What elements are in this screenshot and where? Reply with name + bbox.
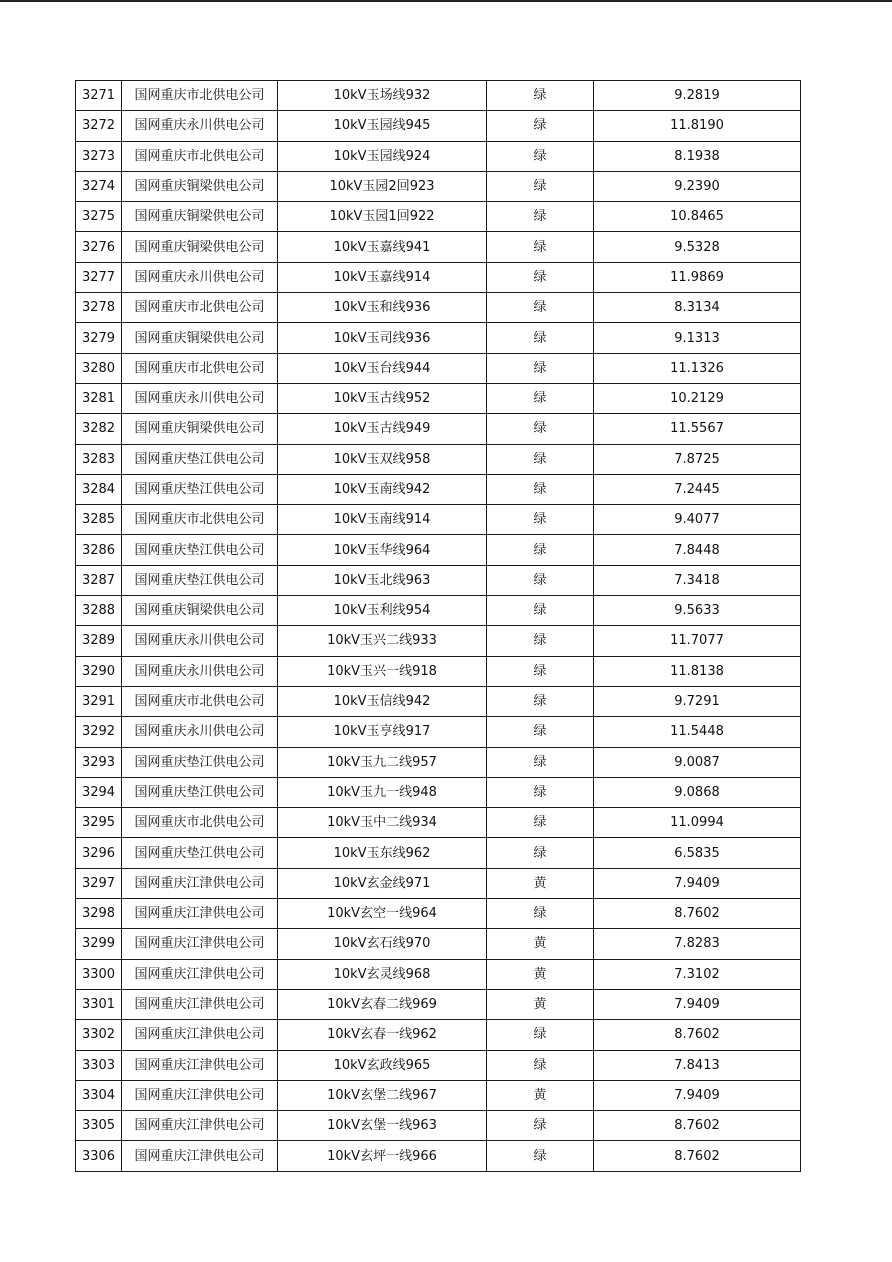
company-cell: 国网重庆垫江供电公司: [122, 747, 278, 777]
row-number-cell: 3305: [76, 1111, 122, 1141]
status-cell: 绿: [487, 293, 594, 323]
row-number-cell: 3271: [76, 81, 122, 111]
row-number-cell: 3289: [76, 626, 122, 656]
row-number-cell: 3306: [76, 1141, 122, 1171]
value-cell: 9.5633: [594, 596, 801, 626]
value-cell: 7.3102: [594, 959, 801, 989]
company-cell: 国网重庆垫江供电公司: [122, 535, 278, 565]
status-cell: 绿: [487, 656, 594, 686]
value-cell: 8.7602: [594, 899, 801, 929]
table-row: [76, 747, 801, 777]
page-top-rule: [0, 0, 892, 2]
status-cell: 绿: [487, 565, 594, 595]
company-cell: 国网重庆铜梁供电公司: [122, 414, 278, 444]
company-cell: 国网重庆永川供电公司: [122, 262, 278, 292]
table-row: [76, 1080, 801, 1110]
line-name-cell: 10kV玉亨线917: [278, 717, 487, 747]
line-name-cell: 10kV玉古线952: [278, 383, 487, 413]
company-cell: 国网重庆江津供电公司: [122, 929, 278, 959]
line-name-cell: 10kV玉古线949: [278, 414, 487, 444]
line-name-cell: 10kV玉园线945: [278, 111, 487, 141]
company-cell: 国网重庆江津供电公司: [122, 1020, 278, 1050]
line-name-cell: 10kV玄灵线968: [278, 959, 487, 989]
row-number-cell: 3295: [76, 808, 122, 838]
row-number-cell: 3272: [76, 111, 122, 141]
table-row: [76, 171, 801, 201]
status-cell: 绿: [487, 171, 594, 201]
company-cell: 国网重庆永川供电公司: [122, 383, 278, 413]
table-row: [76, 474, 801, 504]
line-name-cell: 10kV玄春一线962: [278, 1020, 487, 1050]
data-table: [75, 80, 801, 1172]
value-cell: 9.7291: [594, 686, 801, 716]
row-number-cell: 3281: [76, 383, 122, 413]
table-row: [76, 838, 801, 868]
row-number-cell: 3303: [76, 1050, 122, 1080]
row-number-cell: 3290: [76, 656, 122, 686]
line-name-cell: 10kV玉九一线948: [278, 777, 487, 807]
table-row: [76, 444, 801, 474]
status-cell: 黄: [487, 929, 594, 959]
row-number-cell: 3301: [76, 989, 122, 1019]
value-cell: 9.2390: [594, 171, 801, 201]
company-cell: 国网重庆市北供电公司: [122, 808, 278, 838]
line-name-cell: 10kV玉双线958: [278, 444, 487, 474]
table-row: [76, 262, 801, 292]
value-cell: 11.7077: [594, 626, 801, 656]
table-row: [76, 232, 801, 262]
company-cell: 国网重庆市北供电公司: [122, 81, 278, 111]
line-name-cell: 10kV玉信线942: [278, 686, 487, 716]
line-name-cell: 10kV玄石线970: [278, 929, 487, 959]
status-cell: 绿: [487, 686, 594, 716]
value-cell: 7.8448: [594, 535, 801, 565]
table-row: [76, 111, 801, 141]
company-cell: 国网重庆垫江供电公司: [122, 474, 278, 504]
company-cell: 国网重庆永川供电公司: [122, 626, 278, 656]
value-cell: 7.8725: [594, 444, 801, 474]
row-number-cell: 3287: [76, 565, 122, 595]
table-row: [76, 505, 801, 535]
line-name-cell: 10kV玄坪一线966: [278, 1141, 487, 1171]
value-cell: 10.8465: [594, 202, 801, 232]
row-number-cell: 3285: [76, 505, 122, 535]
company-cell: 国网重庆永川供电公司: [122, 111, 278, 141]
table-row: [76, 1111, 801, 1141]
table-row: [76, 141, 801, 171]
value-cell: 8.7602: [594, 1141, 801, 1171]
row-number-cell: 3274: [76, 171, 122, 201]
company-cell: 国网重庆江津供电公司: [122, 1080, 278, 1110]
line-name-cell: 10kV玉北线963: [278, 565, 487, 595]
company-cell: 国网重庆江津供电公司: [122, 899, 278, 929]
row-number-cell: 3292: [76, 717, 122, 747]
table-row: [76, 565, 801, 595]
row-number-cell: 3276: [76, 232, 122, 262]
value-cell: 7.9409: [594, 1080, 801, 1110]
table-row: [76, 202, 801, 232]
row-number-cell: 3302: [76, 1020, 122, 1050]
status-cell: 黄: [487, 868, 594, 898]
row-number-cell: 3304: [76, 1080, 122, 1110]
row-number-cell: 3286: [76, 535, 122, 565]
line-name-cell: 10kV玄堡一线963: [278, 1111, 487, 1141]
status-cell: 绿: [487, 1141, 594, 1171]
line-name-cell: 10kV玄堡二线967: [278, 1080, 487, 1110]
status-cell: 绿: [487, 1050, 594, 1080]
table-row: [76, 1050, 801, 1080]
value-cell: 7.2445: [594, 474, 801, 504]
value-cell: 11.8190: [594, 111, 801, 141]
row-number-cell: 3291: [76, 686, 122, 716]
company-cell: 国网重庆市北供电公司: [122, 505, 278, 535]
status-cell: 绿: [487, 838, 594, 868]
line-name-cell: 10kV玉和线936: [278, 293, 487, 323]
status-cell: 绿: [487, 1020, 594, 1050]
company-cell: 国网重庆江津供电公司: [122, 868, 278, 898]
table-row: [76, 777, 801, 807]
table-row: [76, 1141, 801, 1171]
row-number-cell: 3280: [76, 353, 122, 383]
table-row: [76, 383, 801, 413]
status-cell: 绿: [487, 81, 594, 111]
row-number-cell: 3297: [76, 868, 122, 898]
line-name-cell: 10kV玉兴二线933: [278, 626, 487, 656]
line-name-cell: 10kV玉东线962: [278, 838, 487, 868]
line-name-cell: 10kV玉台线944: [278, 353, 487, 383]
line-name-cell: 10kV玉司线936: [278, 323, 487, 353]
company-cell: 国网重庆江津供电公司: [122, 989, 278, 1019]
row-number-cell: 3288: [76, 596, 122, 626]
table-row: [76, 323, 801, 353]
table-row: [76, 353, 801, 383]
value-cell: 10.2129: [594, 383, 801, 413]
value-cell: 9.2819: [594, 81, 801, 111]
row-number-cell: 3284: [76, 474, 122, 504]
line-name-cell: 10kV玉兴一线918: [278, 656, 487, 686]
line-name-cell: 10kV玄春二线969: [278, 989, 487, 1019]
company-cell: 国网重庆市北供电公司: [122, 353, 278, 383]
status-cell: 绿: [487, 717, 594, 747]
value-cell: 11.5567: [594, 414, 801, 444]
row-number-cell: 3293: [76, 747, 122, 777]
table-row: [76, 959, 801, 989]
line-name-cell: 10kV玄金线971: [278, 868, 487, 898]
company-cell: 国网重庆铜梁供电公司: [122, 232, 278, 262]
company-cell: 国网重庆铜梁供电公司: [122, 171, 278, 201]
status-cell: 绿: [487, 383, 594, 413]
status-cell: 绿: [487, 232, 594, 262]
value-cell: 8.1938: [594, 141, 801, 171]
table-row: [76, 686, 801, 716]
status-cell: 绿: [487, 626, 594, 656]
company-cell: 国网重庆垫江供电公司: [122, 777, 278, 807]
value-cell: 7.9409: [594, 868, 801, 898]
table-row: [76, 81, 801, 111]
company-cell: 国网重庆市北供电公司: [122, 141, 278, 171]
company-cell: 国网重庆市北供电公司: [122, 293, 278, 323]
line-name-cell: 10kV玄政线965: [278, 1050, 487, 1080]
company-cell: 国网重庆垫江供电公司: [122, 565, 278, 595]
status-cell: 绿: [487, 596, 594, 626]
status-cell: 绿: [487, 474, 594, 504]
value-cell: 11.5448: [594, 717, 801, 747]
line-name-cell: 10kV玉嘉线941: [278, 232, 487, 262]
line-name-cell: 10kV玉南线942: [278, 474, 487, 504]
status-cell: 黄: [487, 959, 594, 989]
value-cell: 7.9409: [594, 989, 801, 1019]
status-cell: 绿: [487, 535, 594, 565]
status-cell: 绿: [487, 899, 594, 929]
table-row: [76, 1020, 801, 1050]
line-name-cell: 10kV玉园2回923: [278, 171, 487, 201]
value-cell: 9.4077: [594, 505, 801, 535]
value-cell: 11.0994: [594, 808, 801, 838]
company-cell: 国网重庆垫江供电公司: [122, 444, 278, 474]
table-row: [76, 656, 801, 686]
status-cell: 绿: [487, 1111, 594, 1141]
row-number-cell: 3277: [76, 262, 122, 292]
row-number-cell: 3278: [76, 293, 122, 323]
row-number-cell: 3282: [76, 414, 122, 444]
company-cell: 国网重庆江津供电公司: [122, 1141, 278, 1171]
value-cell: 9.5328: [594, 232, 801, 262]
status-cell: 黄: [487, 1080, 594, 1110]
row-number-cell: 3275: [76, 202, 122, 232]
table-row: [76, 293, 801, 323]
company-cell: 国网重庆永川供电公司: [122, 717, 278, 747]
company-cell: 国网重庆永川供电公司: [122, 656, 278, 686]
value-cell: 9.1313: [594, 323, 801, 353]
value-cell: 11.8138: [594, 656, 801, 686]
value-cell: 7.8413: [594, 1050, 801, 1080]
status-cell: 绿: [487, 444, 594, 474]
row-number-cell: 3294: [76, 777, 122, 807]
table-row: [76, 596, 801, 626]
line-name-cell: 10kV玉中二线934: [278, 808, 487, 838]
row-number-cell: 3300: [76, 959, 122, 989]
value-cell: 9.0087: [594, 747, 801, 777]
company-cell: 国网重庆铜梁供电公司: [122, 323, 278, 353]
table-row: [76, 626, 801, 656]
value-cell: 11.9869: [594, 262, 801, 292]
value-cell: 8.3134: [594, 293, 801, 323]
company-cell: 国网重庆市北供电公司: [122, 686, 278, 716]
row-number-cell: 3273: [76, 141, 122, 171]
table-row: [76, 929, 801, 959]
company-cell: 国网重庆铜梁供电公司: [122, 596, 278, 626]
status-cell: 绿: [487, 414, 594, 444]
status-cell: 绿: [487, 747, 594, 777]
status-cell: 绿: [487, 505, 594, 535]
status-cell: 黄: [487, 989, 594, 1019]
value-cell: 8.7602: [594, 1111, 801, 1141]
line-name-cell: 10kV玉利线954: [278, 596, 487, 626]
value-cell: 7.3418: [594, 565, 801, 595]
status-cell: 绿: [487, 262, 594, 292]
status-cell: 绿: [487, 323, 594, 353]
value-cell: 11.1326: [594, 353, 801, 383]
company-cell: 国网重庆垫江供电公司: [122, 838, 278, 868]
line-name-cell: 10kV玉南线914: [278, 505, 487, 535]
company-cell: 国网重庆铜梁供电公司: [122, 202, 278, 232]
status-cell: 绿: [487, 777, 594, 807]
line-name-cell: 10kV玉场线932: [278, 81, 487, 111]
table-body: [76, 81, 801, 1172]
line-name-cell: 10kV玉九二线957: [278, 747, 487, 777]
row-number-cell: 3283: [76, 444, 122, 474]
row-number-cell: 3279: [76, 323, 122, 353]
line-name-cell: 10kV玉华线964: [278, 535, 487, 565]
status-cell: 绿: [487, 353, 594, 383]
row-number-cell: 3296: [76, 838, 122, 868]
status-cell: 绿: [487, 141, 594, 171]
table-row: [76, 808, 801, 838]
row-number-cell: 3299: [76, 929, 122, 959]
table-row: [76, 899, 801, 929]
company-cell: 国网重庆江津供电公司: [122, 1050, 278, 1080]
line-name-cell: 10kV玉嘉线914: [278, 262, 487, 292]
table-row: [76, 989, 801, 1019]
value-cell: 6.5835: [594, 838, 801, 868]
value-cell: 7.8283: [594, 929, 801, 959]
table-row: [76, 868, 801, 898]
line-name-cell: 10kV玉园1回922: [278, 202, 487, 232]
company-cell: 国网重庆江津供电公司: [122, 1111, 278, 1141]
value-cell: 8.7602: [594, 1020, 801, 1050]
status-cell: 绿: [487, 808, 594, 838]
status-cell: 绿: [487, 202, 594, 232]
table-row: [76, 414, 801, 444]
row-number-cell: 3298: [76, 899, 122, 929]
line-name-cell: 10kV玄空一线964: [278, 899, 487, 929]
line-name-cell: 10kV玉园线924: [278, 141, 487, 171]
table-row: [76, 535, 801, 565]
company-cell: 国网重庆江津供电公司: [122, 959, 278, 989]
table-row: [76, 717, 801, 747]
value-cell: 9.0868: [594, 777, 801, 807]
status-cell: 绿: [487, 111, 594, 141]
